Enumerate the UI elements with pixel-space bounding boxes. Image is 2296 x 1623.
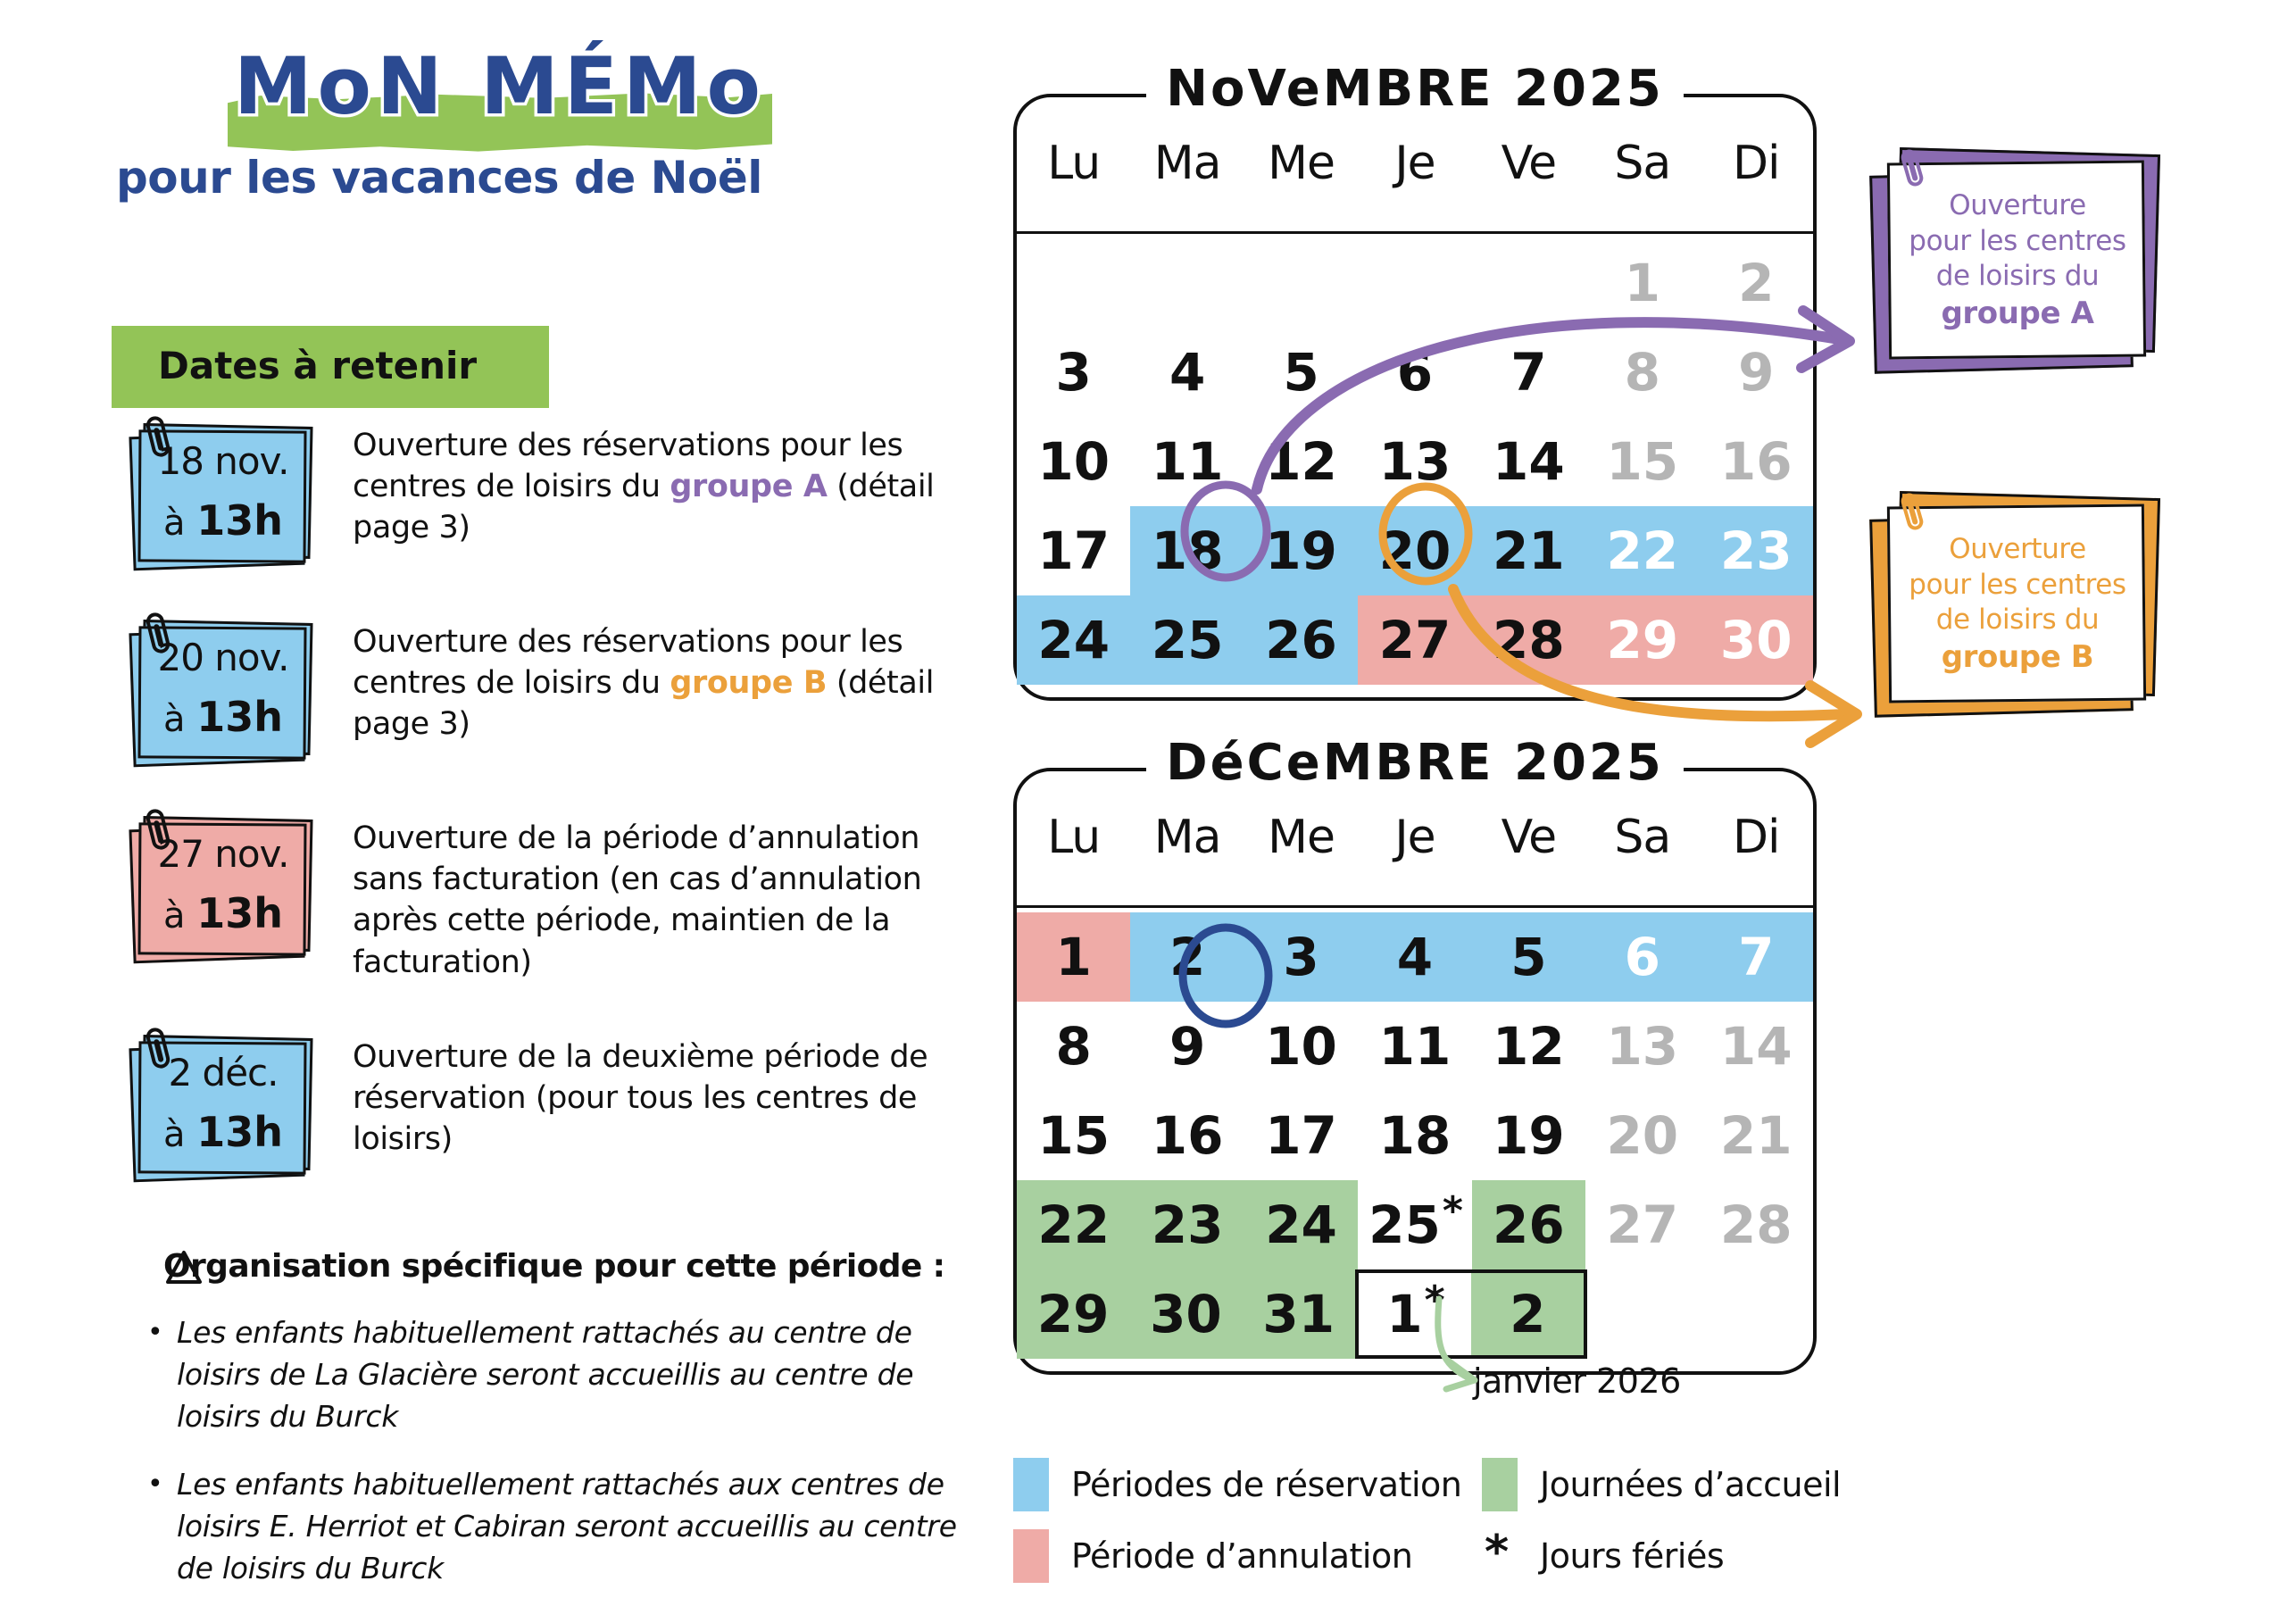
december-day-empty [1587, 1269, 1700, 1359]
organisation-heading: Organisation spécifique pour cette période : [163, 1248, 945, 1285]
note-date: 27 nov. [157, 832, 289, 876]
date-description: Ouverture de la période d’annulation sans facturation (en cas d’annulation après cette période, maintien de la facturation) [353, 820, 922, 980]
december-day-17[interactable]: 17 [1265, 1105, 1337, 1166]
side-note-group-b [1888, 500, 2156, 705]
november-day-19[interactable]: 19 [1244, 506, 1358, 595]
december-day-27[interactable]: 27 [1606, 1194, 1679, 1255]
november-day-13[interactable]: 13 [1378, 431, 1452, 492]
december-day-26[interactable]: 26 [1472, 1180, 1585, 1269]
december-week-row [1017, 1091, 1813, 1180]
note-time: à 13h [163, 693, 283, 741]
date-description: Ouverture des réservations pour les centres de loisirs du groupe B (détail page 3) [353, 624, 935, 743]
november-day-7[interactable]: 7 [1510, 342, 1547, 403]
note-text [138, 439, 308, 545]
holiday-star-icon: * [1424, 1277, 1445, 1323]
calendar-december-header-divider [1017, 905, 1813, 908]
date-sticky-note [129, 1040, 312, 1178]
legend-label-accueil: Journées d’accueil [1540, 1465, 1842, 1504]
november-day-1[interactable]: 1 [1624, 253, 1660, 313]
december-weekday-je: Je [1394, 811, 1435, 864]
november-day-16[interactable]: 16 [1719, 431, 1793, 492]
december-day-3[interactable]: 3 [1244, 912, 1358, 1002]
logo-title: MoN MÉMo [233, 40, 767, 132]
left-column [0, 0, 991, 1623]
bullet-dot: • [147, 1317, 163, 1348]
calendar-december [1013, 734, 1817, 1375]
december-week-row [1017, 1002, 1813, 1091]
november-day-11[interactable]: 11 [1151, 431, 1224, 492]
december-weekday-me: Me [1268, 811, 1335, 864]
november-day-25[interactable]: 25 [1130, 595, 1244, 685]
side-note-line-1: Ouverture [1949, 189, 2086, 221]
november-day-28[interactable]: 28 [1472, 595, 1585, 685]
side-note-line-3: de loisirs du [1935, 260, 2100, 293]
calendar-november-title: NoVeMBRE 2025 [1017, 60, 1813, 118]
november-day-12[interactable]: 12 [1265, 431, 1337, 492]
december-day-empty [1701, 1269, 1813, 1359]
december-day-24[interactable]: 24 [1244, 1180, 1358, 1269]
december-day-12[interactable]: 12 [1493, 1016, 1565, 1077]
side-note-group-b-text [1901, 532, 2134, 678]
december-weekday-ve: Ve [1501, 811, 1557, 864]
november-day-26[interactable]: 26 [1244, 595, 1358, 685]
november-weekday-me: Me [1268, 137, 1335, 190]
november-day-3[interactable]: 3 [1055, 342, 1092, 403]
november-day-4[interactable]: 4 [1169, 342, 1206, 403]
legend-swatch-accueil [1482, 1458, 1518, 1511]
december-day-18[interactable]: 18 [1378, 1105, 1452, 1166]
note-date: 20 nov. [157, 636, 289, 679]
november-day-22[interactable]: 22 [1585, 506, 1699, 595]
december-day-20[interactable]: 20 [1606, 1105, 1679, 1166]
note-text [138, 636, 308, 741]
legend-label-annulation: Période d’annulation [1071, 1536, 1413, 1576]
date-sticky-note [129, 429, 312, 567]
november-day-27[interactable]: 27 [1358, 595, 1471, 685]
december-day-7[interactable]: 7 [1700, 912, 1813, 1002]
november-day-23[interactable]: 23 [1700, 506, 1813, 595]
november-day-2[interactable]: 2 [1738, 253, 1775, 313]
december-week-row [1017, 1269, 1813, 1359]
december-day-1[interactable]: 1 * [1355, 1269, 1471, 1359]
december-day-21[interactable]: 21 [1719, 1105, 1793, 1166]
date-description: Ouverture de la deuxième période de réservation (pour tous les centres de loisirs) [353, 1039, 928, 1158]
november-day-20[interactable]: 20 [1358, 506, 1471, 595]
calendar-november [1013, 60, 1817, 701]
november-week-row [1017, 595, 1813, 685]
calendar-november-header-divider [1017, 231, 1813, 234]
december-weekday-ma: Ma [1153, 811, 1221, 864]
january-footnote-label: janvier 2026 [1473, 1361, 1681, 1401]
november-day-29[interactable]: 29 [1585, 595, 1699, 685]
november-day-empty [1017, 238, 1130, 328]
november-weekday-ve: Ve [1501, 137, 1557, 190]
december-day-10[interactable]: 10 [1265, 1016, 1337, 1077]
side-note-line-4: groupe A [1941, 295, 2094, 332]
side-note-group-a [1888, 156, 2156, 362]
november-day-8[interactable]: 8 [1624, 342, 1660, 403]
calendar-november-grid [1017, 238, 1813, 685]
date-sticky-note [129, 625, 312, 763]
note-time: à 13h [163, 496, 283, 545]
november-week-row [1017, 506, 1813, 595]
calendar-november-weekday-row [1017, 137, 1813, 190]
calendar-december-weekday-row [1017, 811, 1813, 864]
december-day-22[interactable]: 22 [1017, 1180, 1130, 1269]
december-week-row [1017, 912, 1813, 1002]
date-sticky-note [129, 821, 312, 960]
november-day-empty [1244, 238, 1358, 328]
note-text [138, 1051, 308, 1156]
november-weekday-lu: Lu [1047, 137, 1101, 190]
side-note-line-1: Ouverture [1949, 533, 2086, 565]
november-weekday-je: Je [1394, 137, 1435, 190]
november-weekday-ma: Ma [1153, 137, 1221, 190]
december-day-31[interactable]: 31 [1243, 1269, 1355, 1359]
side-note-line-3: de loisirs du [1935, 603, 2100, 637]
side-note-line-2: pour les centres [1909, 224, 2126, 257]
december-day-15[interactable]: 15 [1037, 1105, 1111, 1166]
note-time: à 13h [163, 1108, 283, 1156]
november-day-empty [1130, 238, 1244, 328]
november-weekday-di: Di [1732, 137, 1780, 190]
dates-banner-label: Dates à retenir [158, 344, 478, 387]
bullet-dot: • [147, 1469, 163, 1500]
november-week-row [1017, 238, 1813, 328]
group-highlight: groupe B [670, 665, 828, 702]
november-day-10[interactable]: 10 [1037, 431, 1111, 492]
note-date: 2 déc. [168, 1051, 279, 1094]
logo-subtitle: pour les vacances de Noël [116, 152, 762, 204]
calendar-december-title: DéCeMBRE 2025 [1017, 734, 1813, 792]
december-weekday-lu: Lu [1047, 811, 1101, 864]
december-day-4[interactable]: 4 [1358, 912, 1471, 1002]
december-weekday-sa: Sa [1614, 811, 1671, 864]
december-day-2[interactable]: 2 [1130, 912, 1244, 1002]
legend-swatch-reservation [1013, 1458, 1049, 1511]
november-day-17[interactable]: 17 [1037, 520, 1111, 581]
december-day-5[interactable]: 5 [1472, 912, 1585, 1002]
december-week-row [1017, 1180, 1813, 1269]
november-day-30[interactable]: 30 [1700, 595, 1813, 685]
december-day-8[interactable]: 8 [1055, 1016, 1092, 1077]
side-note-group-a-text [1901, 188, 2134, 334]
legend-label-feries: Jours fériés [1540, 1536, 1725, 1576]
november-week-row [1017, 328, 1813, 417]
december-day-29[interactable]: 29 [1017, 1269, 1129, 1359]
november-day-21[interactable]: 21 [1472, 506, 1585, 595]
november-day-18[interactable]: 18 [1130, 506, 1244, 595]
november-day-15[interactable]: 15 [1606, 431, 1679, 492]
legend-star-icon: * [1485, 1526, 1509, 1579]
november-day-6[interactable]: 6 [1396, 342, 1434, 403]
holiday-star-icon: * [1442, 1187, 1463, 1234]
side-note-line-2: pour les centres [1909, 568, 2126, 601]
december-day-1[interactable]: 1 [1017, 912, 1130, 1002]
december-day-2[interactable]: 2 [1471, 1269, 1587, 1359]
november-week-row [1017, 417, 1813, 506]
december-weekday-di: Di [1732, 811, 1780, 864]
december-day-9[interactable]: 9 [1169, 1016, 1206, 1077]
legend-swatch-annulation [1013, 1529, 1049, 1583]
date-description: Ouverture des réservations pour les centres de loisirs du groupe A (détail page 3) [353, 428, 935, 546]
november-day-5[interactable]: 5 [1283, 342, 1319, 403]
december-day-16[interactable]: 16 [1151, 1105, 1224, 1166]
note-time: à 13h [163, 889, 283, 937]
december-day-28[interactable]: 28 [1719, 1194, 1793, 1255]
december-day-11[interactable]: 11 [1378, 1016, 1452, 1077]
november-day-empty [1472, 238, 1585, 328]
november-day-empty [1358, 238, 1471, 328]
november-day-9[interactable]: 9 [1738, 342, 1775, 403]
december-day-6[interactable]: 6 [1585, 912, 1699, 1002]
dates-banner [112, 326, 549, 408]
note-date: 18 nov. [157, 439, 289, 483]
legend-label-reservation: Périodes de réservation [1071, 1465, 1462, 1504]
note-text [138, 832, 308, 937]
group-highlight: groupe A [670, 469, 828, 505]
december-day-19[interactable]: 19 [1493, 1105, 1565, 1166]
december-day-30[interactable]: 30 [1129, 1269, 1242, 1359]
november-day-14[interactable]: 14 [1493, 431, 1565, 492]
arrow-group-b-head [1810, 686, 1857, 743]
december-day-13[interactable]: 13 [1606, 1016, 1679, 1077]
december-day-25[interactable]: 25 * [1368, 1187, 1463, 1255]
organisation-bullet: • Les enfants habituellement rattachés au centre de loisirs de La Glacière seront accueillis au centre de loisirs du Burck [147, 1315, 914, 1434]
november-day-24[interactable]: 24 [1017, 595, 1130, 685]
december-day-23[interactable]: 23 [1130, 1180, 1244, 1269]
december-day-14[interactable]: 14 [1719, 1016, 1793, 1077]
calendar-december-grid [1017, 912, 1813, 1359]
organisation-bullet: • Les enfants habituellement rattachés aux centres de loisirs E. Herriot et Cabiran seront accueillis au centre de loisirs du Burck [147, 1467, 957, 1586]
logo [228, 40, 781, 156]
side-note-line-4: groupe B [1941, 639, 2094, 676]
november-weekday-sa: Sa [1614, 137, 1671, 190]
